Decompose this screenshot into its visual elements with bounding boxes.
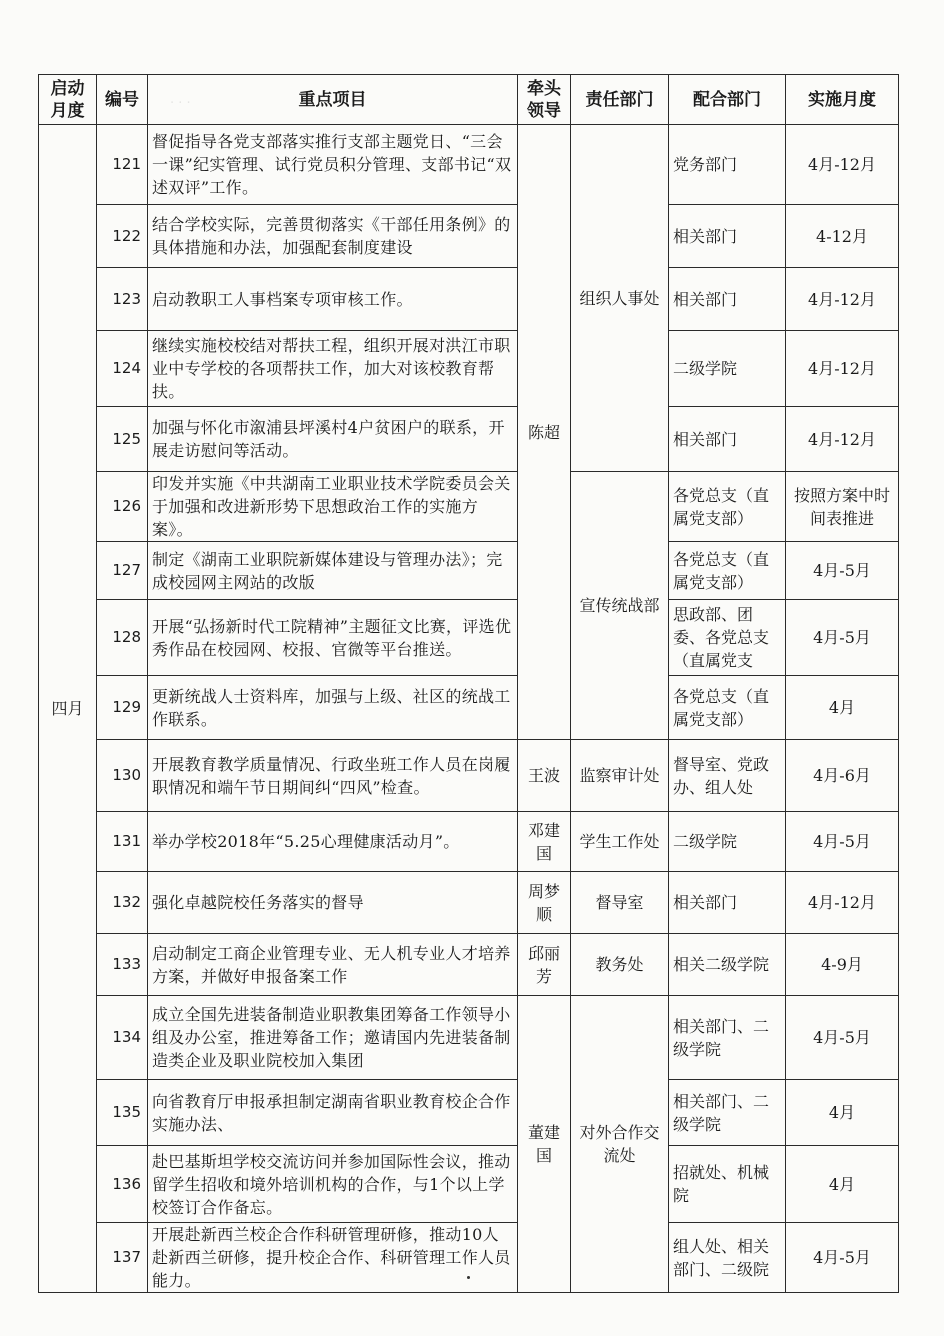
table-row: [39, 1146, 899, 1223]
header-lead: 牵头领导: [518, 75, 571, 125]
show-through-text: · · ·: [170, 96, 191, 111]
header-start-month: 启动月度: [39, 75, 97, 125]
cooperating-dept: 相关部门: [669, 205, 786, 268]
schedule-cell: 4月-12月: [786, 125, 899, 205]
responsible-dept-cell: 对外合作交流处: [571, 996, 669, 1293]
cooperating-dept: 相关部门: [669, 407, 786, 472]
cooperating-dept: 相关二级学院: [669, 934, 786, 996]
lead-cell: 邓建国: [518, 812, 571, 872]
project-text: 加强与怀化市溆浦县坪溪村4户贫困户的联系，开展走访慰问等活动。: [148, 407, 518, 472]
schedule-cell: 4月: [786, 676, 899, 740]
table-row: [39, 740, 899, 812]
cooperating-dept: 思政部、团委、各党总支（直属党支: [669, 600, 786, 676]
table-row: [39, 268, 899, 331]
schedule-cell: 4月-12月: [786, 268, 899, 331]
responsible-dept-cell: 宣传统战部: [571, 472, 669, 740]
project-text: 印发并实施《中共湖南工业职业技术学院委员会关于加强和改进新形势下思想政治工作的实施方案》。: [148, 472, 518, 542]
row-number: 134: [97, 996, 148, 1080]
table-row: [39, 472, 899, 542]
table-row: [39, 125, 899, 205]
schedule-cell: 4月-12月: [786, 872, 899, 934]
table-row: [39, 542, 899, 600]
row-number: 129: [97, 676, 148, 740]
cooperating-dept: 二级学院: [669, 331, 786, 407]
project-text: 赴巴基斯坦学校交流访问并参加国际性会议，推动留学生招收和境外培训机构的合作，与1个以上学校签订合作备忘。: [148, 1146, 518, 1223]
cooperating-dept: 相关部门、二级学院: [669, 1080, 786, 1146]
row-number: 128: [97, 600, 148, 676]
row-number: 123: [97, 268, 148, 331]
schedule-cell: 4月: [786, 1080, 899, 1146]
cooperating-dept: 招就处、机械院: [669, 1146, 786, 1223]
cooperating-dept: 各党总支（直属党支部）: [669, 676, 786, 740]
row-number: 137: [97, 1223, 148, 1293]
cooperating-dept: 相关部门、二级学院: [669, 996, 786, 1080]
schedule-cell: 4月-12月: [786, 331, 899, 407]
responsible-dept-cell: 督导室: [571, 872, 669, 934]
header-row: [39, 75, 899, 125]
cooperating-dept: 相关部门: [669, 268, 786, 331]
header-cooperating-dept: 配合部门: [669, 75, 786, 125]
project-text: 开展“弘扬新时代工院精神”主题征文比赛，评选优秀作品在校园网、校报、官微等平台推送。: [148, 600, 518, 676]
responsible-dept-cell: 组织人事处: [571, 125, 669, 472]
project-text: 举办学校2018年“5.25心理健康活动月”。: [148, 812, 518, 872]
project-text: 启动制定工商企业管理专业、无人机专业人才培养方案，并做好申报备案工作: [148, 934, 518, 996]
table-row: [39, 1080, 899, 1146]
lead-cell: 陈超: [518, 125, 571, 740]
project-text: 制定《湖南工业职院新媒体建设与管理办法》；完成校园网主网站的改版: [148, 542, 518, 600]
row-number: 121: [97, 125, 148, 205]
table-row: [39, 205, 899, 268]
project-text: 成立全国先进装备制造业职教集团筹备工作领导小组及办公室，推进筹备工作；邀请国内先进装备制造类企业及职业院校加入集团: [148, 996, 518, 1080]
header-number: 编号: [97, 75, 148, 125]
schedule-cell: 4月-12月: [786, 407, 899, 472]
header-responsible-dept: 责任部门: [571, 75, 669, 125]
schedule-cell: 4月-5月: [786, 812, 899, 872]
table-row: [39, 812, 899, 872]
row-number: 122: [97, 205, 148, 268]
row-number: 126: [97, 472, 148, 542]
table-row: [39, 872, 899, 934]
row-number: 133: [97, 934, 148, 996]
row-number: 125: [97, 407, 148, 472]
table-row: [39, 996, 899, 1080]
schedule-cell: 4月-5月: [786, 996, 899, 1080]
table-row: [39, 676, 899, 740]
cooperating-dept: 组人处、相关部门、二级院: [669, 1223, 786, 1293]
schedule-cell: 4月-5月: [786, 1223, 899, 1293]
header-key-project: 重点项目: [148, 75, 518, 125]
header-schedule: 实施月度: [786, 75, 899, 125]
lead-cell: 董建国: [518, 996, 571, 1293]
table-row: [39, 331, 899, 407]
row-number: 130: [97, 740, 148, 812]
cooperating-dept: 党务部门: [669, 125, 786, 205]
row-number: 136: [97, 1146, 148, 1223]
project-text: 开展赴新西兰校企合作科研管理研修，推动10人赴新西兰研修，提升校企合作、科研管理工作人员能力。: [148, 1223, 518, 1293]
work-plan-table: [38, 74, 899, 1293]
schedule-cell: 4月-6月: [786, 740, 899, 812]
start-month-cell: 四月: [39, 125, 97, 1293]
cooperating-dept: 各党总支（直属党支部）: [669, 472, 786, 542]
schedule-cell: 4-9月: [786, 934, 899, 996]
row-number: 131: [97, 812, 148, 872]
project-text: 督促指导各党支部落实推行支部主题党日、“三会一课”纪实管理、试行党员积分管理、支部书记“双述双评”工作。: [148, 125, 518, 205]
schedule-cell: 4月-5月: [786, 542, 899, 600]
schedule-cell: 4-12月: [786, 205, 899, 268]
project-text: 开展教育教学质量情况、行政坐班工作人员在岗履职情况和端午节日期间纠“四风”检查。: [148, 740, 518, 812]
project-text: 向省教育厅申报承担制定湖南省职业教育校企合作实施办法、: [148, 1080, 518, 1146]
cooperating-dept: 各党总支（直属党支部）: [669, 542, 786, 600]
schedule-cell: 4月-5月: [786, 600, 899, 676]
table-row: [39, 1223, 899, 1293]
schedule-cell: 4月: [786, 1146, 899, 1223]
cooperating-dept: 二级学院: [669, 812, 786, 872]
responsible-dept-cell: 教务处: [571, 934, 669, 996]
project-text: 启动教职工人事档案专项审核工作。: [148, 268, 518, 331]
table-row: [39, 407, 899, 472]
row-number: 124: [97, 331, 148, 407]
project-text: 继续实施校校结对帮扶工程，组织开展对洪江市职业中专学校的各项帮扶工作，加大对该校教育帮扶。: [148, 331, 518, 407]
row-number: 127: [97, 542, 148, 600]
row-number: 135: [97, 1080, 148, 1146]
lead-cell: 王波: [518, 740, 571, 812]
cooperating-dept: 督导室、党政办、组人处: [669, 740, 786, 812]
page-dot: [467, 1276, 470, 1279]
table-row: [39, 934, 899, 996]
schedule-cell: 按照方案中时间表推进: [786, 472, 899, 542]
responsible-dept-cell: 学生工作处: [571, 812, 669, 872]
project-text: 强化卓越院校任务落实的督导: [148, 872, 518, 934]
responsible-dept-cell: 监察审计处: [571, 740, 669, 812]
project-text: 结合学校实际，完善贯彻落实《干部任用条例》的具体措施和办法，加强配套制度建设: [148, 205, 518, 268]
lead-cell: 周梦顺: [518, 872, 571, 934]
table-row: [39, 600, 899, 676]
lead-cell: 邱丽芳: [518, 934, 571, 996]
row-number: 132: [97, 872, 148, 934]
project-text: 更新统战人士资料库，加强与上级、社区的统战工作联系。: [148, 676, 518, 740]
cooperating-dept: 相关部门: [669, 872, 786, 934]
